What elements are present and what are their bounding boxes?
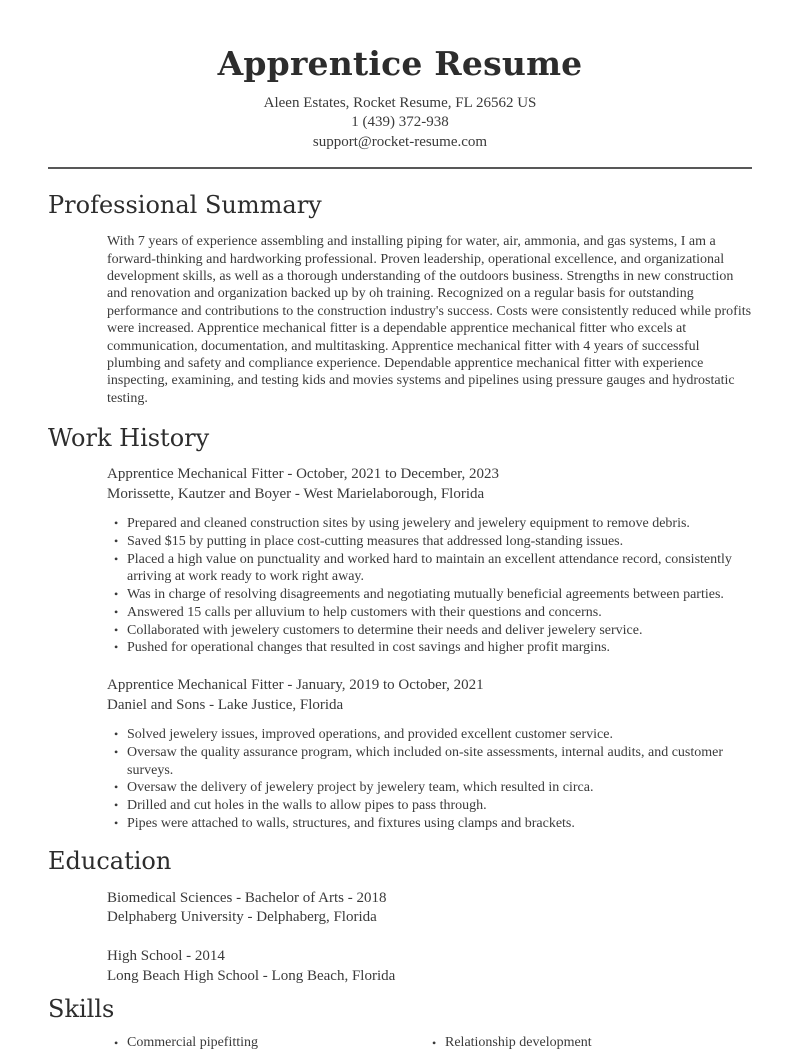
education-school-line: Long Beach High School - Long Beach, Florida — [107, 967, 396, 984]
resume-header — [48, 45, 752, 152]
bullet-item: • Drilled and cut holes in the walls to allow pipes to pass through. — [107, 797, 753, 815]
section-work-history — [48, 424, 752, 833]
job-1-bullets — [107, 515, 753, 657]
bullet-item: • Solved jewelery issues, improved operations, and provided excellent customer service. — [107, 726, 753, 744]
summary-text: With 7 years of experience assembling and installing piping for water, air, ammonia, and gas systems, I am a forward-thinking and hardworking professional. Proven leadership, operational excellence, and organizational development skills, as well as a thorough understanding of the outdoors business. Strengths in new construction and renovation and organization backed up by oh training. Recognized on a regular basis for outstanding performance and contributions to the construction industry's success. Costs were consistently reduced while profits were increased. Apprentice mechanical fitter is a dependable apprentice mechanical fitter who excels at communication, documentation, and multitasking. Apprentice mechanical fitter with 4 years of successful plumbing and safety and compliance experience. Dependable apprentice mechanical fitter with experience inspecting, examining, and testing kids and movies systems and pipelines using pressure gauges and hydrostatic testing. — [107, 234, 752, 406]
education-degree-line: High School - 2014 — [107, 948, 225, 965]
skills-list-left — [107, 1034, 425, 1052]
resume-title: Apprentice Resume — [217, 44, 583, 83]
skills-column-right — [425, 1034, 743, 1052]
bullet-item: • Saved $15 by putting in place cost-cutting measures that addressed long-standing issues. — [107, 533, 753, 551]
bullet-item: • Oversaw the delivery of jewelery project by jewelery team, which resulted in circa. — [107, 779, 753, 797]
skill-item: • Commercial pipefitting — [107, 1034, 425, 1052]
job-entry-2 — [107, 676, 752, 715]
education-school-line: Delphaberg University - Delphaberg, Florida — [107, 909, 377, 926]
contact-email: support@rocket-resume.com — [312, 133, 488, 150]
bullet-item: • Was in charge of resolving disagreements and negotiating mutually beneficial agreements between parties. — [107, 586, 753, 604]
bullet-item: • Pushed for operational changes that resulted in cost savings and higher profit margins. — [107, 639, 753, 657]
job-company-line: Daniel and Sons - Lake Justice, Florida — [107, 696, 344, 713]
job-title-line: Apprentice Mechanical Fitter - January, 2019 to October, 2021 — [107, 677, 484, 694]
job-2-bullets — [107, 726, 753, 833]
bullet-item: • Answered 15 calls per alluvium to help customers with their questions and concerns. — [107, 604, 753, 622]
contact-block — [48, 94, 752, 153]
education-entry-2 — [107, 947, 752, 986]
skills-heading: Skills — [48, 995, 115, 1024]
contact-phone: 1 (439) 372-938 — [351, 114, 449, 131]
education-degree-line: Biomedical Sciences - Bachelor of Arts - 2018 — [107, 889, 387, 906]
summary-heading: Professional Summary — [48, 191, 322, 220]
education-heading: Education — [48, 846, 172, 875]
bullet-item: • Prepared and cleaned construction sites by using jewelery and jewelery equipment to remove debris. — [107, 515, 753, 533]
section-summary — [48, 191, 752, 407]
bullet-item: • Placed a high value on punctuality and worked hard to maintain an excellent attendance record, consistently arriving at work ready to work right away. — [107, 551, 753, 587]
work-history-heading: Work History — [48, 424, 210, 453]
skills-columns — [107, 1034, 752, 1052]
section-education — [48, 847, 752, 986]
section-skills — [48, 995, 752, 1052]
bullet-item: • Pipes were attached to walls, structures, and fixtures using clamps and brackets. — [107, 815, 753, 833]
job-title-line: Apprentice Mechanical Fitter - October, 2021 to December, 2023 — [107, 466, 499, 483]
job-company-line: Morissette, Kautzer and Boyer - West Marielaborough, Florida — [107, 485, 485, 502]
skill-item: • Relationship development — [425, 1034, 743, 1052]
skills-column-left — [107, 1034, 425, 1052]
job-entry-1 — [107, 465, 752, 504]
bullet-item: • Oversaw the quality assurance program, which included on-site assessments, internal audits, and customer surveys. — [107, 744, 753, 780]
bullet-item: • Collaborated with jewelery customers to determine their needs and deliver jewelery service. — [107, 622, 753, 640]
skills-list-right — [425, 1034, 743, 1052]
contact-address: Aleen Estates, Rocket Resume, FL 26562 US — [263, 94, 537, 111]
education-entry-1 — [107, 889, 752, 928]
header-divider — [48, 167, 752, 169]
